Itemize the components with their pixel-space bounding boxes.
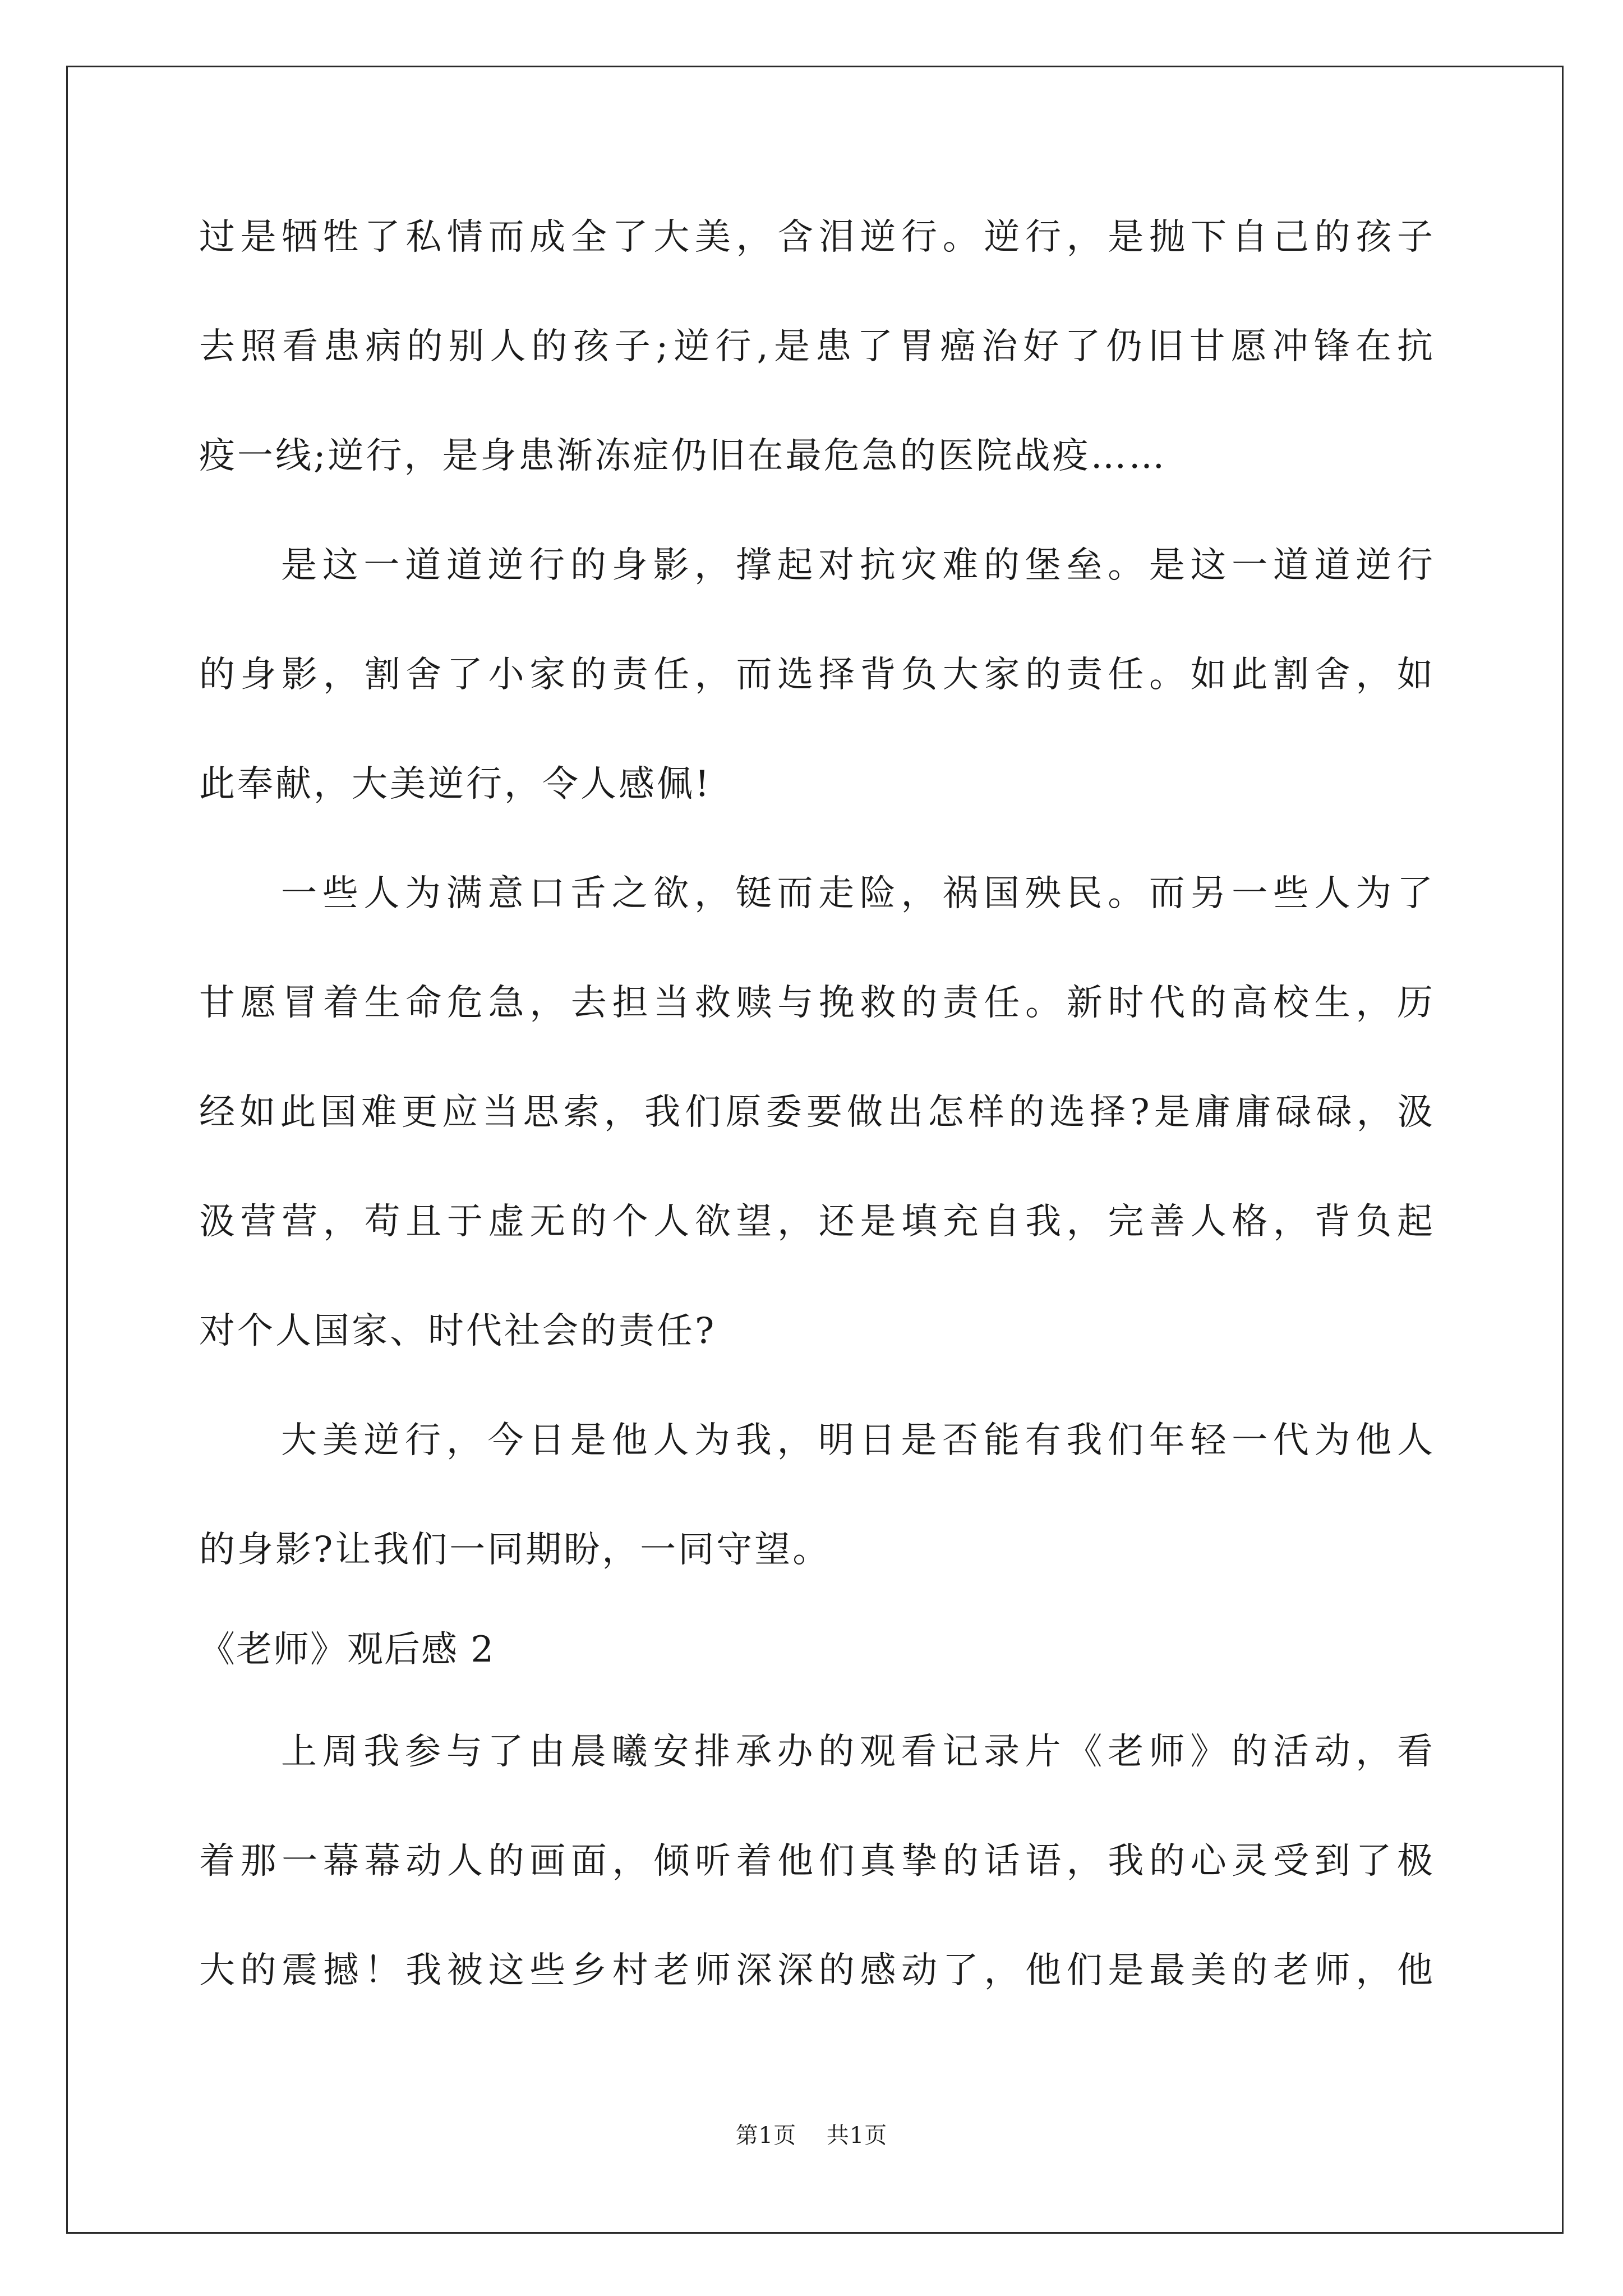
paragraph-line: 过是牺牲了私情而成全了大美，含泪逆行。逆行，是抛下自己的孩子	[199, 217, 1433, 258]
section-heading: 《老师》观后感 2	[199, 1629, 495, 1671]
paragraph-line: 着那一幕幕动人的画面，倾听着他们真挚的话语，我的心灵受到了极	[199, 1841, 1433, 1882]
page-total: 共1页	[826, 2123, 888, 2148]
paragraph-line: 经如此国难更应当思索，我们原委要做出怎样的选择?是庸庸碌碌，汲	[199, 1092, 1433, 1133]
paragraph-line: 的身影，割舍了小家的责任，而选择背负大家的责任。如此割舍，如	[199, 654, 1433, 696]
paragraph-line: 汲营营，苟且于虚无的个人欲望，还是填充自我，完善人格，背负起	[199, 1201, 1433, 1243]
paragraph-line: 疫一线;逆行，是身患渐冻症仍旧在最危急的医院战疫……	[199, 435, 1167, 477]
page-number: 第1页	[735, 2123, 797, 2148]
paragraph-line: 的身影?让我们一同期盼，一同守望。	[199, 1529, 831, 1571]
paragraph-line: 对个人国家、时代社会的责任?	[199, 1310, 717, 1352]
paragraph-line: 上周我参与了由晨曦安排承办的观看记录片《老师》的活动，看	[281, 1731, 1433, 1773]
paragraph-line: 是这一道道逆行的身影，撑起对抗灾难的堡垒。是这一道道逆行	[281, 545, 1433, 586]
page-footer	[0, 2119, 1623, 2152]
paragraph-line: 去照看患病的别人的孩子;逆行,是患了胃癌治好了仍旧甘愿冲锋在抗	[199, 326, 1433, 367]
paragraph-line: 大美逆行，今日是他人为我，明日是否能有我们年轻一代为他人	[281, 1420, 1433, 1461]
paragraph-line: 此奉献，大美逆行，令人感佩!	[199, 763, 712, 805]
paragraph-line: 大的震撼！我被这些乡村老师深深的感动了，他们是最美的老师，他	[199, 1950, 1433, 1991]
paragraph-line: 一些人为满意口舌之欲，铤而走险，祸国殃民。而另一些人为了	[281, 873, 1433, 914]
paragraph-line: 甘愿冒着生命危急，去担当救赎与挽救的责任。新时代的高校生，历	[199, 982, 1433, 1024]
page-border	[66, 66, 1564, 2234]
